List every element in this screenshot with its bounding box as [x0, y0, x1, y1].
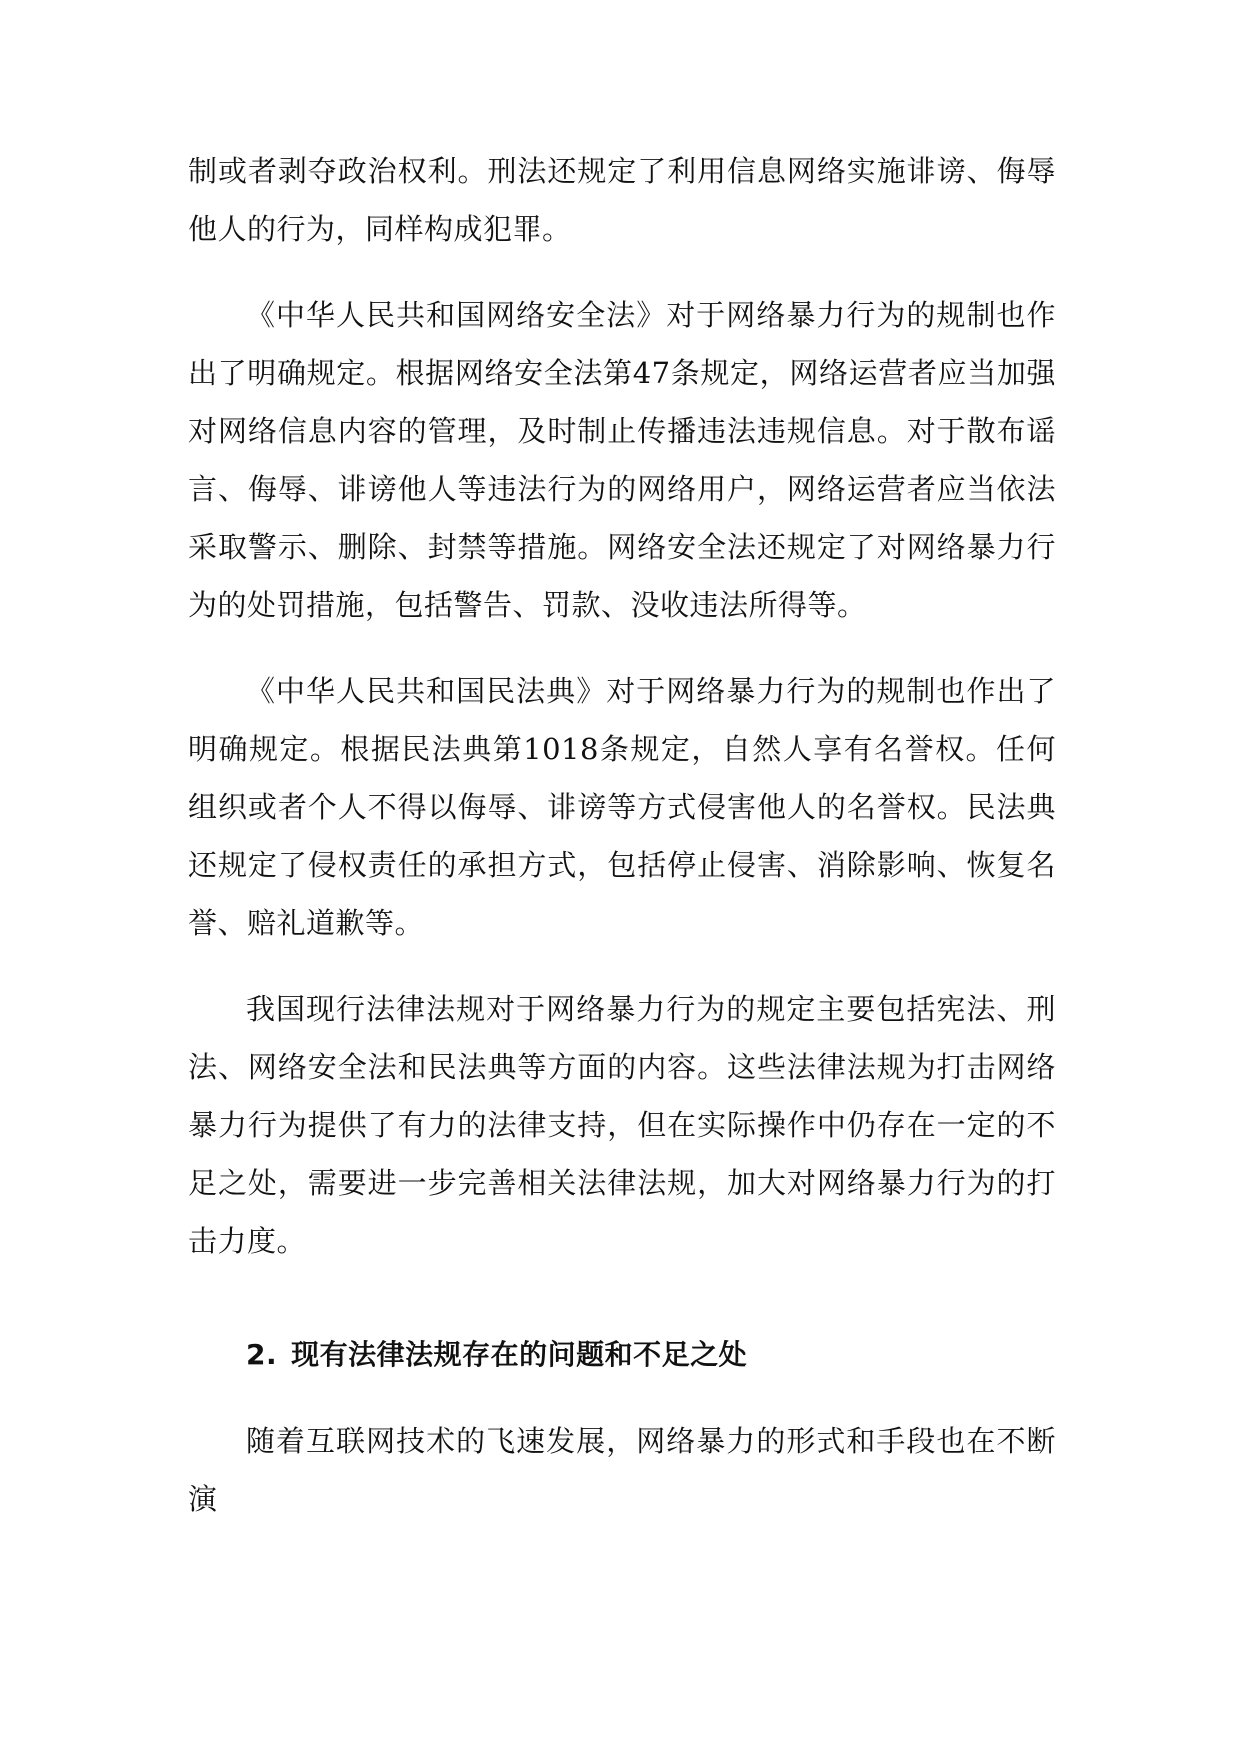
paragraph-summary: 我国现行法律法规对于网络暴力行为的规定主要包括宪法、刑法、网络安全法和民法典等方面的内容。这些法律法规为打击网络暴力行为提供了有力的法律支持，但在实际操作中仍存在一定的不足之处，需要进一步完善相关法律法规，加大对网络暴力行为的打击力度。: [188, 992, 1056, 1258]
section-number: 2.: [246, 1338, 278, 1371]
section-heading: [188, 1298, 1056, 1384]
paragraph-cybersecurity-law: 《中华人民共和国网络安全法》对于网络暴力行为的规制也作出了明确规定。根据网络安全法第47条规定，网络运营者应当加强对网络信息内容的管理，及时制止传播违法违规信息。对于散布谣言、侮辱、诽谤他人等违法行为的网络用户，网络运营者应当依法采取警示、删除、封禁等措施。网络安全法还规定了对网络暴力行为的处罚措施，包括警告、罚款、没收违法所得等。: [188, 298, 1056, 622]
paragraph-section-intro: 随着互联网技术的飞速发展，网络暴力的形式和手段也在不断演: [188, 1424, 1056, 1516]
paragraph-criminal-law-continuation: 制或者剥夺政治权利。刑法还规定了利用信息网络实施诽谤、侮辱他人的行为，同样构成犯罪。: [188, 154, 1056, 246]
paragraph-civil-code: 《中华人民共和国民法典》对于网络暴力行为的规制也作出了明确规定。根据民法典第1018条规定，自然人享有名誉权。任何组织或者个人不得以侮辱、诽谤等方式侵害他人的名誉权。民法典还规定了侵权责任的承担方式，包括停止侵害、消除影响、恢复名誉、赔礼道歉等。: [188, 674, 1056, 940]
section-title: 现有法律法规存在的问题和不足之处: [291, 1338, 748, 1371]
document-body: [188, 142, 1056, 1528]
